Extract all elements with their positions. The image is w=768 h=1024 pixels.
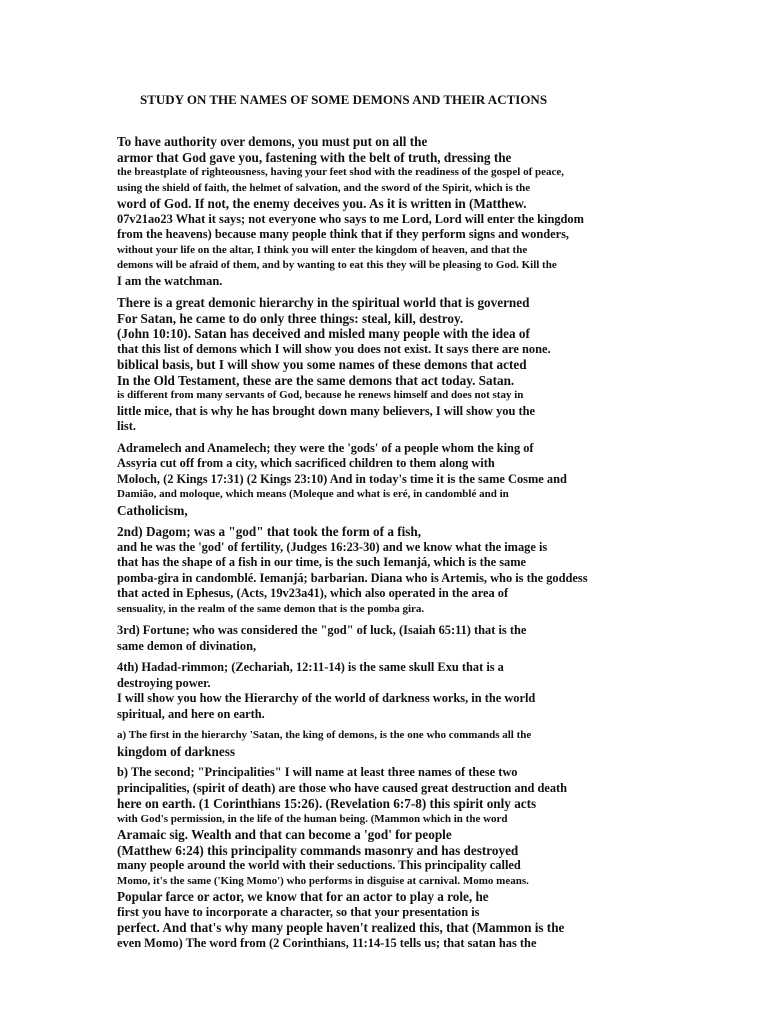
text-line: biblical basis, but I will show you some names of these demons that acted — [117, 357, 527, 372]
text-line: principalities, (spirit of death) are those who have caused great destruction and death — [117, 780, 568, 795]
paragraph — [117, 660, 617, 722]
text-line: that acted in Ephesus, (Acts, 19v23a41), which also operated in the area of — [117, 586, 509, 600]
text-line: Damião, and moloque, which means (Moleque and what is eré, in candomblé and in — [117, 488, 509, 500]
text-line: I will show you how the Hierarchy of the world of darkness works, in the world — [117, 691, 536, 705]
text-line: without your life on the altar, I think you will enter the kingdom of heaven, and that the — [117, 243, 528, 256]
paragraph — [117, 765, 617, 951]
text-line: that has the shape of a fish in our time, is the such Iemanjá, which is the same — [117, 555, 527, 569]
text-line: many people around the world with their seductions. This principality called — [117, 858, 521, 872]
text-line: Momo, it's the same ('King Momo') who performs in disguise at carnival. Momo means. — [117, 874, 529, 887]
paragraph — [117, 623, 617, 654]
text-line: Catholicism, — [117, 502, 188, 518]
text-line: here on earth. (1 Corinthians 15:26). (Revelation 6:7-8) this spirit only acts — [117, 796, 537, 811]
paragraph — [117, 728, 617, 759]
text-line: To have authority over demons, you must put on all the — [117, 134, 428, 149]
text-line: with God's permission, in the life of the human being. (Mammon which in the word — [117, 812, 508, 825]
text-line: a) The first in the hierarchy 'Satan, the king of demons, is the one who commands all the — [117, 729, 532, 741]
text-line: (Matthew 6:24) this principality commands masonry and has destroyed — [117, 842, 519, 858]
text-line: even Momo) The word from (2 Corinthians, 11:14-15 tells us; that satan has the — [117, 935, 537, 950]
text-line: from the heavens) because many people think that if they perform signs and wonders, — [117, 227, 570, 241]
text-line: armor that God gave you, fastening with the belt of truth, dressing the — [117, 149, 512, 165]
text-line: demons will be afraid of them, and by wanting to eat this they will be pleasing to God. Kill the — [117, 259, 557, 271]
text-line: first you have to incorporate a character, so that your presentation is — [117, 904, 480, 919]
text-line: 2nd) Dagom; was a "god" that took the form of a fish, — [117, 524, 422, 539]
text-line: Aramaic sig. Wealth and that can become a 'god' for people — [117, 827, 452, 842]
text-line: the breastplate of righteousness, having your feet shod with the readiness of the gospel of peace, — [117, 166, 565, 178]
text-line: In the Old Testament, these are the same demons that act today. Satan. — [117, 372, 515, 388]
text-line: b) The second; "Principalities" I will name at least three names of these two — [117, 765, 518, 779]
text-line: Assyria cut off from a city, which sacrificed children to them along with — [117, 456, 495, 470]
text-line: sensuality, in the realm of the same demon that is the pomba gira. — [117, 602, 425, 615]
text-line: and he was the 'god' of fertility, (Judges 16:23-30) and we know what the image is — [117, 539, 548, 554]
document-body — [117, 134, 617, 951]
paragraph — [117, 295, 617, 435]
text-line: using the shield of faith, the helmet of salvation, and the sword of the Spirit, which is the — [117, 181, 531, 194]
text-line: 3rd) Fortune; who was considered the "god" of luck, (Isaiah 65:11) that is the — [117, 623, 527, 637]
text-line: pomba-gira in candomblé. Iemanjá; barbarian. Diana who is Artemis, who is the goddess — [117, 570, 588, 585]
text-line: For Satan, he came to do only three things: steal, kill, destroy. — [117, 310, 464, 326]
text-line: 4th) Hadad-rimmon; (Zechariah, 12:11-14) is the same skull Exu that is a — [117, 660, 504, 674]
text-line: spiritual, and here on earth. — [117, 706, 265, 721]
text-line: perfect. And that's why many people haven't realized this, that (Mammon is the — [117, 920, 565, 935]
text-line: (John 10:10). Satan has deceived and misled many people with the idea of — [117, 326, 530, 341]
paragraph — [117, 134, 617, 289]
text-line: word of God. If not, the enemy deceives you. As it is written in (Matthew. — [117, 196, 527, 211]
text-line: Adramelech and Anamelech; they were the 'gods' of a people whom the king of — [117, 440, 534, 455]
text-line: Moloch, (2 Kings 17:31) (2 Kings 23:10) And in today's time it is the same Cosme and — [117, 471, 567, 486]
text-line: list. — [117, 419, 136, 433]
text-line: that this list of demons which I will show you does not exist. It says there are none. — [117, 341, 551, 356]
paragraph — [117, 524, 617, 617]
document-title: STUDY ON THE NAMES OF SOME DEMONS AND THEIR ACTIONS — [140, 92, 548, 107]
text-line: I am the watchman. — [117, 273, 223, 288]
text-line: is different from many servants of God, because he renews himself and does not stay in — [117, 389, 524, 401]
text-line: There is a great demonic hierarchy in the spiritual world that is governed — [117, 295, 530, 310]
text-line: 07v21ao23 What it says; not everyone who says to me Lord, Lord will enter the kingdom — [117, 211, 584, 226]
text-line: destroying power. — [117, 675, 211, 690]
text-line: Popular farce or actor, we know that for an actor to play a role, he — [117, 889, 489, 904]
paragraph — [117, 441, 617, 519]
text-line: same demon of divination, — [117, 638, 257, 653]
text-line: kingdom of darkness — [117, 743, 235, 759]
text-line: little mice, that is why he has brought down many believers, I will show you the — [117, 403, 535, 418]
